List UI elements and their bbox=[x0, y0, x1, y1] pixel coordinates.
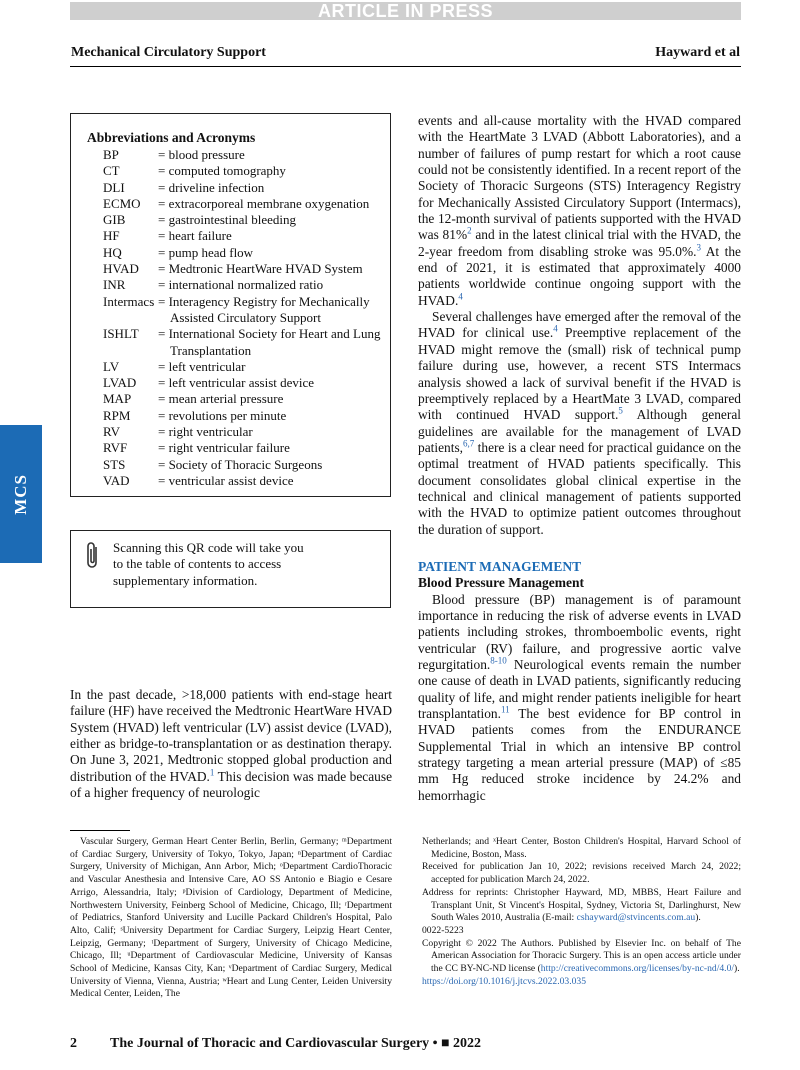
abbreviation-row bbox=[103, 473, 388, 489]
abbreviation-term: RVF bbox=[103, 440, 128, 456]
abbreviation-row bbox=[103, 163, 388, 179]
reference-link[interactable]: 2 bbox=[467, 225, 472, 236]
abbreviation-term: RV bbox=[103, 424, 121, 440]
body-paragraph bbox=[418, 113, 741, 309]
abbreviation-definition: = International Society for Heart and Lung Transplantation bbox=[158, 326, 381, 358]
text-run: and in the latest clinical trial with the HVAD, the 2-year freedom from disabling stroke was 95.0%. bbox=[418, 227, 741, 259]
side-tab-label: MCS bbox=[11, 473, 30, 515]
abbreviation-term: CT bbox=[103, 163, 120, 179]
abbreviation-term: MAP bbox=[103, 391, 132, 407]
body-paragraph bbox=[70, 687, 392, 801]
doi-link[interactable]: https://doi.org/10.1016/j.jtcvs.2022.03.035 bbox=[422, 975, 586, 987]
text-run: Preemptive replacement of the HVAD might remove the (small) risk of technical pump failure during use, however, a recent STS Intermacs analysis showed a lack of survival benefit if the HVAD is preemptively replaced by a HeartMate 3 LVAD, compared with continued HVAD support. bbox=[418, 325, 741, 423]
issn: 0022-5223 bbox=[422, 924, 464, 936]
reference-link[interactable]: 6,7 bbox=[463, 438, 475, 449]
abbreviation-row bbox=[103, 408, 388, 424]
abbreviation-term: HQ bbox=[103, 244, 122, 260]
abbreviation-definition: = pump head flow bbox=[158, 244, 254, 260]
abbreviation-term: ISHLT bbox=[103, 326, 139, 342]
abbreviation-row bbox=[103, 228, 388, 244]
abbreviation-row bbox=[103, 261, 388, 277]
abbreviation-term: RPM bbox=[103, 407, 131, 423]
abbreviation-term: DLI bbox=[103, 179, 125, 195]
text-run: Although general guidelines are available for the management of LVAD patients, bbox=[418, 407, 741, 455]
abbreviation-row bbox=[103, 196, 388, 212]
license-link[interactable]: http://creativecommons.org/licenses/by-nc-nd/4.0/ bbox=[540, 963, 735, 975]
qr-code-note: Scanning this QR code will take you to the table of contents to access supplementary information. bbox=[113, 540, 304, 588]
footnote-divider bbox=[70, 830, 130, 831]
reference-link[interactable]: 3 bbox=[696, 242, 701, 253]
affiliations-footnote-cont: Netherlands; and ˣHeart Center, Boston Children's Hospital, Harvard School of Medicine, Boston, Mass. bbox=[422, 836, 741, 860]
subsection-heading: Blood Pressure Management bbox=[418, 575, 584, 591]
abbreviation-definition: = Medtronic HeartWare HVAD System bbox=[158, 261, 363, 277]
reference-link[interactable]: 5 bbox=[618, 405, 623, 416]
header-divider bbox=[70, 66, 741, 67]
abbreviation-row bbox=[103, 147, 388, 163]
abbreviation-row bbox=[103, 391, 388, 407]
section-heading: PATIENT MANAGEMENT bbox=[418, 558, 582, 574]
abbreviation-definition: = left ventricular assist device bbox=[158, 375, 315, 391]
abbreviation-row bbox=[103, 294, 388, 327]
abbreviation-term: HF bbox=[103, 228, 120, 244]
publication-dates: Received for publication Jan 10, 2022; revisions received March 24, 2022; accepted for publication March 24, 2022. bbox=[422, 861, 741, 886]
abbreviation-term: LV bbox=[103, 358, 120, 374]
reference-link[interactable]: 4 bbox=[458, 291, 463, 302]
reference-link[interactable]: 4 bbox=[553, 324, 558, 334]
left-column-body bbox=[70, 687, 392, 801]
right-column-body bbox=[418, 113, 741, 804]
body-paragraph bbox=[418, 592, 741, 804]
abbreviation-term: GIB bbox=[103, 212, 126, 228]
abbreviations-title: Abbreviations and Acronyms bbox=[87, 130, 256, 145]
abbreviation-definition: = blood pressure bbox=[158, 147, 245, 162]
abbreviation-term: HVAD bbox=[103, 261, 139, 277]
abbreviation-row bbox=[103, 440, 388, 456]
abbreviation-definition: = gastrointestinal bleeding bbox=[158, 212, 297, 228]
text-run: This decision was made because of a higher frequency of neurologic bbox=[70, 768, 393, 801]
abbreviation-term: Intermacs bbox=[103, 293, 155, 309]
text-run: Several challenges have emerged after the removal of the HVAD for clinical use. bbox=[418, 309, 741, 341]
abbreviations-list bbox=[103, 147, 388, 489]
text-run: ). bbox=[734, 963, 740, 975]
section-side-tab bbox=[0, 425, 42, 563]
abbreviation-definition: = right ventricular bbox=[158, 424, 253, 440]
abbreviation-row bbox=[103, 375, 388, 391]
abbreviation-row bbox=[103, 457, 388, 473]
paperclip-icon bbox=[85, 541, 101, 576]
footnotes-left bbox=[70, 836, 392, 1001]
abbreviation-term: LVAD bbox=[103, 375, 137, 391]
abbreviation-definition: = computed tomography bbox=[158, 163, 286, 179]
text-run: ). bbox=[695, 912, 701, 924]
abbreviation-definition: = Interagency Registry for Mechanically Assisted Circulatory Support bbox=[158, 293, 370, 325]
abbreviation-definition: = left ventricular bbox=[158, 358, 246, 374]
abbreviation-definition: = heart failure bbox=[158, 228, 232, 244]
abbreviation-definition: = mean arterial pressure bbox=[158, 391, 284, 407]
abbreviation-term: INR bbox=[103, 277, 126, 293]
text-run: Neurological events remain the number one cause of death in LVAD patients, significantly reducing quality of life, and might render patients ineligible for heart transplantation. bbox=[418, 657, 741, 722]
abbreviation-definition: = international normalized ratio bbox=[158, 277, 324, 293]
page-number: 2 bbox=[70, 1036, 77, 1051]
abbreviation-row bbox=[103, 212, 388, 228]
running-header-authors: Hayward et al bbox=[655, 45, 740, 60]
abbreviation-row bbox=[103, 180, 388, 196]
text-run: The best evidence for BP control in HVAD patients comes from the ENDURANCE Supplemental Trial in which an intensive BP control strategy targeting a mean arterial pressure (MAP) of ≤85 mm Hg reduced stroke incidence by 24.2% and hemorrhagic bbox=[418, 706, 741, 803]
abbreviation-row bbox=[103, 245, 388, 261]
body-paragraph bbox=[418, 309, 741, 538]
abbreviation-definition: = Society of Thoracic Surgeons bbox=[158, 456, 323, 472]
abbreviation-definition: = extracorporeal membrane oxygenation bbox=[158, 195, 370, 211]
abbreviation-row bbox=[103, 277, 388, 293]
abbreviations-box bbox=[70, 113, 391, 497]
article-in-press-banner: ARTICLE IN PRESS bbox=[70, 2, 741, 20]
reference-link[interactable]: 1 bbox=[209, 767, 215, 778]
footnotes-right bbox=[422, 836, 741, 988]
text-run: In the past decade, >18,000 patients with end-stage heart failure (HF) have received the Medtronic HeartWare HVAD System (HVAD) left ventricular (LV) assist device (LVAD), either as bridge-to-transplantation or as destination therapy. On June 3, 2021, Medtronic stopped global production and distribution of the HVAD. bbox=[70, 687, 392, 784]
text-run: Address for reprints: Christopher Hayward, MD, MBBS, Heart Failure and Transplant Unit, St Vincent's Hospital, Sydney, Victoria St, Darlinghurst, New South Wales 2010, Australia (E-mail: bbox=[422, 886, 741, 924]
abbreviation-term: VAD bbox=[103, 472, 130, 488]
running-header-section: Mechanical Circulatory Support bbox=[71, 45, 266, 60]
text-run: Blood pressure (BP) management is of paramount importance in reducing the risk of adverse events in LVAD patients including strokes, thromboembolic events, right ventricular (RV) failure, and progressive aortic valve regurgitation. bbox=[418, 591, 741, 672]
text-run: Copyright © 2022 The Authors. Published by Elsevier Inc. on behalf of The American Association for Thoracic Surgery. This is an open access article under the CC BY-NC-ND license ( bbox=[422, 937, 741, 975]
abbreviation-definition: = driveline infection bbox=[158, 179, 265, 195]
text-run: there is a clear need for practical guidance on the optimal treatment of HVAD patients specifically. This document consolidates global clinical expertise in the technical and clinical management of patients supported with the HVAD to optimize patient outcomes throughout the duration of support. bbox=[418, 439, 741, 537]
reference-link[interactable]: 11 bbox=[500, 704, 510, 715]
abbreviation-row bbox=[103, 359, 388, 375]
abbreviation-row bbox=[103, 326, 388, 359]
copyright-note bbox=[422, 938, 741, 976]
abbreviation-term: ECMO bbox=[103, 195, 141, 211]
email-link[interactable]: cshayward@stvincents.com.au bbox=[576, 912, 696, 924]
qr-code-note-box bbox=[70, 530, 391, 608]
affiliations-footnote: Vascular Surgery, German Heart Center Berlin, Berlin, Germany; ᵐDepartment of Cardiac Surgery, University of Tokyo, Tokyo, Japan; ⁿDepartment of Cardiac Surgery, University of Michigan, Ann Arbor, Mich; ᵒDepartment CardioThoracic and Vascular Anesthesia and Intensive Care, AO SS Antonio e Biagio e Cesare Arrigo, Alessandria, Italy; ᵖDivision of Cardiology, Department of Medicine, Northwestern University, Feinberg School of Medicine, Chicago, Ill; ʳDepartment of Pediatrics, Stanford University and Lucille Packard Children's Hospital, Palo Alto, Calif; ˢUniversity Department for Cardiac Surgery, Leipzig Heart Center, Leipzig, Germany; ᵗDepartment of Surgery, University of Chicago Medicine, Chicago, Ill; ᵘDepartment of Cardiovascular Medicine, University of Kansas School of Medicine, Kansas City, Kan; ᵛDepartment of Cardiac Surgery, Medical University of Vienna, Vienna, Austria; ʷHeart and Lung Center, Leiden University Medical Center, Leiden, The bbox=[70, 836, 392, 1000]
text-run: events and all-cause mortality with the HVAD compared with the HeartMate 3 LVAD (Abbott Laboratories), and a number of failures of pump restart for which a root cause could not be consistently identified. In a recent report of the Society of Thoracic Surgeons (STS) Interagency Registry for Mechanically Assisted Circulatory Support (Intermacs), the 12-month survival of patients supported with the HVAD was 81% bbox=[418, 113, 741, 243]
abbreviation-definition: = revolutions per minute bbox=[158, 407, 287, 423]
journal-footer: The Journal of Thoracic and Cardiovascular Surgery • ■ 2022 bbox=[110, 1036, 482, 1051]
abbreviation-term: BP bbox=[103, 147, 119, 162]
reprint-address bbox=[422, 887, 741, 925]
reference-link[interactable]: 8-10 bbox=[490, 655, 507, 666]
abbreviation-term: STS bbox=[103, 456, 126, 472]
text-run: At the end of 2021, it is estimated that approximately 4000 patients worldwide continue ongoing support with the HVAD. bbox=[418, 243, 741, 308]
abbreviation-definition: = right ventricular failure bbox=[158, 440, 290, 456]
abbreviation-row bbox=[103, 424, 388, 440]
abbreviation-definition: = ventricular assist device bbox=[158, 472, 294, 488]
